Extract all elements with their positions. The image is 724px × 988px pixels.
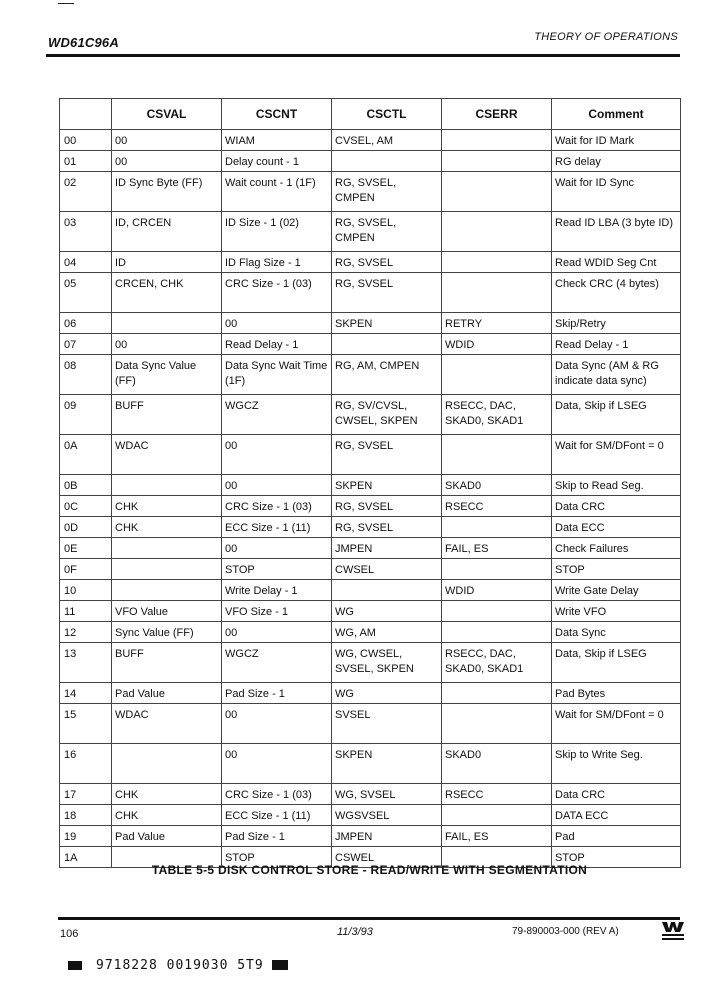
column-header-cscnt: CSCNT <box>222 99 332 130</box>
cell-csctl: RG, SVSEL <box>332 496 442 517</box>
cell-csctl <box>332 334 442 355</box>
cell-csval <box>112 744 222 784</box>
cell-address: 11 <box>60 601 112 622</box>
table-row <box>60 273 681 313</box>
cell-address: 06 <box>60 313 112 334</box>
cell-address: 14 <box>60 683 112 704</box>
scan-mark-right <box>272 960 288 970</box>
cell-address: 0A <box>60 435 112 475</box>
cell-comment: Read WDID Seg Cnt <box>552 252 681 273</box>
column-header-comment: Comment <box>552 99 681 130</box>
table-row <box>60 496 681 517</box>
cell-comment: Wait for ID Mark <box>552 130 681 151</box>
cell-cserr <box>442 273 552 313</box>
cell-cserr <box>442 622 552 643</box>
column-header-cserr: CSERR <box>442 99 552 130</box>
cell-cscnt: Delay count - 1 <box>222 151 332 172</box>
cell-address: 08 <box>60 355 112 395</box>
cell-comment: Read Delay - 1 <box>552 334 681 355</box>
table-row <box>60 643 681 683</box>
cell-csctl: WG, CWSEL, SVSEL, SKPEN <box>332 643 442 683</box>
column-header-csval: CSVAL <box>112 99 222 130</box>
cell-comment: DATA ECC <box>552 805 681 826</box>
footer-date: 11/3/93 <box>337 926 373 938</box>
cell-csval <box>112 580 222 601</box>
column-header-address <box>60 99 112 130</box>
cell-comment: Data CRC <box>552 496 681 517</box>
cell-csval <box>112 475 222 496</box>
cell-cserr: WDID <box>442 580 552 601</box>
cell-cserr: RSECC, DAC, SKAD0, SKAD1 <box>442 643 552 683</box>
cell-csval: WDAC <box>112 435 222 475</box>
cell-comment: Data ECC <box>552 517 681 538</box>
cell-cserr: RETRY <box>442 313 552 334</box>
cell-csctl: WG, AM <box>332 622 442 643</box>
header-rule <box>46 54 680 57</box>
cell-cserr <box>442 805 552 826</box>
cell-cscnt: STOP <box>222 847 332 868</box>
cell-cscnt: 00 <box>222 704 332 744</box>
cell-address: 12 <box>60 622 112 643</box>
cell-csval: VFO Value <box>112 601 222 622</box>
cell-comment: Write Gate Delay <box>552 580 681 601</box>
cell-address: 07 <box>60 334 112 355</box>
cell-csctl: RG, SVSEL <box>332 252 442 273</box>
header-section-title: THEORY OF OPERATIONS <box>534 31 678 43</box>
scan-mark-left <box>68 961 82 970</box>
table-row <box>60 704 681 744</box>
cell-address: 0F <box>60 559 112 580</box>
cell-csctl: RG, SVSEL, CMPEN <box>332 212 442 252</box>
cell-csctl: JMPEN <box>332 826 442 847</box>
cell-csctl: RG, SVSEL <box>332 273 442 313</box>
cell-comment: Check CRC (4 bytes) <box>552 273 681 313</box>
column-header-csctl: CSCTL <box>332 99 442 130</box>
cell-cserr: SKAD0 <box>442 475 552 496</box>
footer-page-number: 106 <box>60 928 79 940</box>
table-row <box>60 601 681 622</box>
cell-cscnt: ECC Size - 1 (11) <box>222 805 332 826</box>
table-row <box>60 559 681 580</box>
cell-csval <box>112 559 222 580</box>
wd-logo-icon <box>662 920 684 942</box>
cell-cserr: RSECC <box>442 784 552 805</box>
table-caption: TABLE 5-5 DISK CONTROL STORE - READ/WRITE WITH SEGMENTATION <box>151 863 588 877</box>
cell-csval <box>112 313 222 334</box>
cell-cserr <box>442 252 552 273</box>
cell-comment: Wait for ID Sync <box>552 172 681 212</box>
cell-csctl: CWSEL <box>332 559 442 580</box>
scan-id-strip <box>68 956 288 974</box>
cell-cserr <box>442 172 552 212</box>
cell-csval: Pad Value <box>112 683 222 704</box>
cell-comment: Skip to Read Seg. <box>552 475 681 496</box>
cell-csctl: RG, SVSEL, CMPEN <box>332 172 442 212</box>
cell-csctl: CVSEL, AM <box>332 130 442 151</box>
cell-cscnt: CRC Size - 1 (03) <box>222 784 332 805</box>
cell-address: 10 <box>60 580 112 601</box>
cell-cserr: RSECC <box>442 496 552 517</box>
cell-csval: Data Sync Value (FF) <box>112 355 222 395</box>
cell-csval: 00 <box>112 130 222 151</box>
cell-address: 17 <box>60 784 112 805</box>
table-row <box>60 826 681 847</box>
cell-cscnt: 00 <box>222 538 332 559</box>
table-row <box>60 475 681 496</box>
cell-csctl: SKPEN <box>332 744 442 784</box>
table-row <box>60 172 681 212</box>
cell-csctl: RG, SVSEL <box>332 517 442 538</box>
cell-comment: Skip to Write Seg. <box>552 744 681 784</box>
cell-csctl: WG, SVSEL <box>332 784 442 805</box>
cell-cserr <box>442 683 552 704</box>
cell-cscnt: WIAM <box>222 130 332 151</box>
table-row <box>60 580 681 601</box>
cell-cscnt: 00 <box>222 475 332 496</box>
cell-cserr <box>442 559 552 580</box>
cell-csval: Sync Value (FF) <box>112 622 222 643</box>
cell-cscnt: VFO Size - 1 <box>222 601 332 622</box>
table-row <box>60 435 681 475</box>
table-row <box>60 212 681 252</box>
cell-cscnt: CRC Size - 1 (03) <box>222 273 332 313</box>
cell-comment: STOP <box>552 847 681 868</box>
header-part-number: WD61C96A <box>48 35 119 50</box>
cell-address: 09 <box>60 395 112 435</box>
cell-csctl <box>332 580 442 601</box>
cell-address: 0C <box>60 496 112 517</box>
cell-cscnt: Wait count - 1 (1F) <box>222 172 332 212</box>
cell-cserr <box>442 435 552 475</box>
table-row <box>60 538 681 559</box>
cell-csval <box>112 538 222 559</box>
table-row <box>60 313 681 334</box>
cell-csctl: RG, SVSEL <box>332 435 442 475</box>
cell-csval: WDAC <box>112 704 222 744</box>
table-row <box>60 334 681 355</box>
cell-cserr <box>442 704 552 744</box>
table-row <box>60 517 681 538</box>
cell-csctl: WGSVSEL <box>332 805 442 826</box>
cell-csctl <box>332 151 442 172</box>
cell-comment: RG delay <box>552 151 681 172</box>
top-margin-mark <box>58 3 74 4</box>
table-row <box>60 744 681 784</box>
cell-cscnt: Write Delay - 1 <box>222 580 332 601</box>
cell-address: 03 <box>60 212 112 252</box>
cell-address: 19 <box>60 826 112 847</box>
cell-address: 18 <box>60 805 112 826</box>
cell-csval: ID Sync Byte (FF) <box>112 172 222 212</box>
cell-cserr <box>442 355 552 395</box>
cell-cscnt: STOP <box>222 559 332 580</box>
table-row <box>60 395 681 435</box>
cell-csctl: SKPEN <box>332 475 442 496</box>
cell-cscnt: 00 <box>222 744 332 784</box>
scan-id-code: 9718228 0019030 5T9 <box>96 957 264 973</box>
cell-csval: CRCEN, CHK <box>112 273 222 313</box>
cell-csval: BUFF <box>112 643 222 683</box>
cell-csval: CHK <box>112 496 222 517</box>
cell-cscnt: ECC Size - 1 (11) <box>222 517 332 538</box>
cell-cserr <box>442 212 552 252</box>
footer-rule <box>58 917 680 920</box>
cell-comment: Pad Bytes <box>552 683 681 704</box>
cell-csval: BUFF <box>112 395 222 435</box>
cell-cscnt: WGCZ <box>222 395 332 435</box>
cell-csctl: CSWEL <box>332 847 442 868</box>
cell-csval: Pad Value <box>112 826 222 847</box>
cell-address: 16 <box>60 744 112 784</box>
cell-comment: Skip/Retry <box>552 313 681 334</box>
table-body <box>60 130 681 868</box>
cell-comment: Wait for SM/DFont = 0 <box>552 435 681 475</box>
cell-address: 02 <box>60 172 112 212</box>
cell-comment: Data, Skip if LSEG <box>552 395 681 435</box>
cell-comment: Write VFO <box>552 601 681 622</box>
cell-comment: Data CRC <box>552 784 681 805</box>
cell-csctl: SVSEL <box>332 704 442 744</box>
cell-comment: Check Failures <box>552 538 681 559</box>
cell-csval: ID <box>112 252 222 273</box>
cell-cserr <box>442 151 552 172</box>
table-row <box>60 683 681 704</box>
cell-cscnt: 00 <box>222 313 332 334</box>
cell-address: 04 <box>60 252 112 273</box>
cell-cserr: WDID <box>442 334 552 355</box>
cell-comment: Pad <box>552 826 681 847</box>
table-row <box>60 130 681 151</box>
cell-comment: Data Sync (AM & RG indicate data sync) <box>552 355 681 395</box>
disk-control-store-table <box>59 98 681 868</box>
cell-cscnt: 00 <box>222 435 332 475</box>
cell-address: 00 <box>60 130 112 151</box>
cell-address: 1A <box>60 847 112 868</box>
cell-address: 0B <box>60 475 112 496</box>
cell-csctl: RG, AM, CMPEN <box>332 355 442 395</box>
cell-cscnt: ID Size - 1 (02) <box>222 212 332 252</box>
cell-csval: ID, CRCEN <box>112 212 222 252</box>
cell-cserr: SKAD0 <box>442 744 552 784</box>
cell-csctl: RG, SV/CVSL, CWSEL, SKPEN <box>332 395 442 435</box>
cell-comment: Data Sync <box>552 622 681 643</box>
cell-comment: STOP <box>552 559 681 580</box>
table-row <box>60 252 681 273</box>
cell-csval: CHK <box>112 805 222 826</box>
cell-csctl: JMPEN <box>332 538 442 559</box>
table-row <box>60 151 681 172</box>
cell-cscnt: Pad Size - 1 <box>222 683 332 704</box>
cell-address: 05 <box>60 273 112 313</box>
cell-comment: Data, Skip if LSEG <box>552 643 681 683</box>
cell-cserr <box>442 130 552 151</box>
table-row <box>60 805 681 826</box>
table-header-row <box>60 99 681 130</box>
cell-csval: CHK <box>112 784 222 805</box>
cell-address: 0E <box>60 538 112 559</box>
cell-cscnt: 00 <box>222 622 332 643</box>
cell-csval: 00 <box>112 151 222 172</box>
footer-document-number: 79-890003-000 (REV A) <box>512 926 619 937</box>
cell-cscnt: Data Sync Wait Time (1F) <box>222 355 332 395</box>
table-row <box>60 622 681 643</box>
cell-comment: Read ID LBA (3 byte ID) <box>552 212 681 252</box>
cell-cserr <box>442 517 552 538</box>
table-row <box>60 784 681 805</box>
cell-csval: CHK <box>112 517 222 538</box>
cell-csval: 00 <box>112 334 222 355</box>
cell-cscnt: CRC Size - 1 (03) <box>222 496 332 517</box>
cell-cserr: FAIL, ES <box>442 826 552 847</box>
cell-comment: Wait for SM/DFont = 0 <box>552 704 681 744</box>
cell-address: 0D <box>60 517 112 538</box>
cell-csctl: WG <box>332 683 442 704</box>
cell-address: 01 <box>60 151 112 172</box>
table-row <box>60 355 681 395</box>
cell-csctl: SKPEN <box>332 313 442 334</box>
cell-cscnt: Read Delay - 1 <box>222 334 332 355</box>
cell-cscnt: Pad Size - 1 <box>222 826 332 847</box>
cell-address: 13 <box>60 643 112 683</box>
cell-address: 15 <box>60 704 112 744</box>
cell-cscnt: ID Flag Size - 1 <box>222 252 332 273</box>
cell-cscnt: WGCZ <box>222 643 332 683</box>
cell-cserr: FAIL, ES <box>442 538 552 559</box>
cell-cserr: RSECC, DAC, SKAD0, SKAD1 <box>442 395 552 435</box>
cell-cserr <box>442 601 552 622</box>
cell-csctl: WG <box>332 601 442 622</box>
